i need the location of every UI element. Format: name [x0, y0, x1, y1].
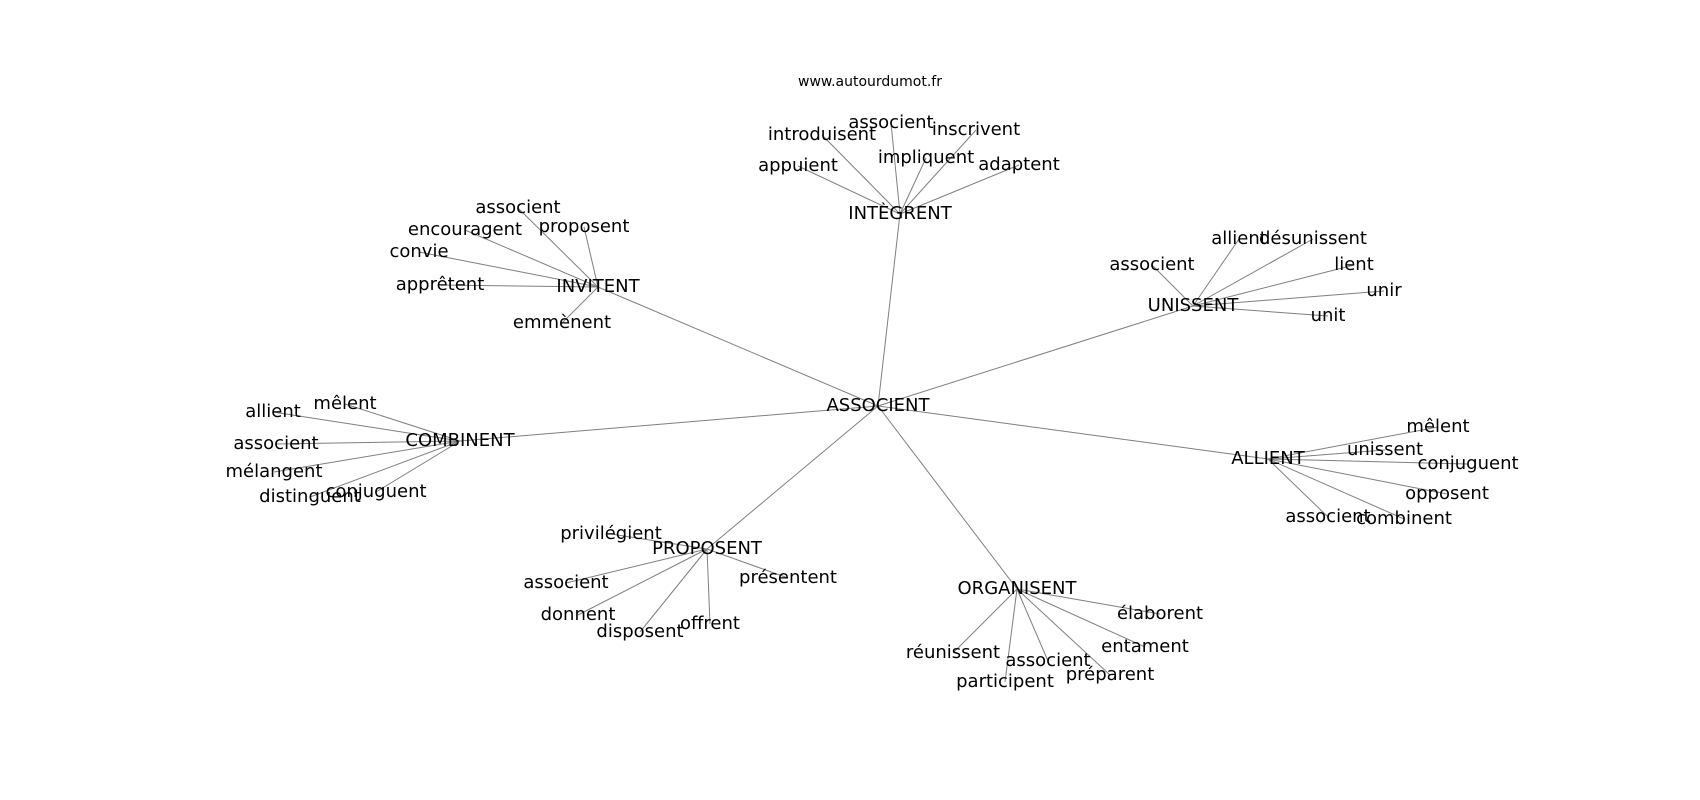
graph-edge	[707, 406, 878, 549]
leaf-node: désunissent	[1259, 228, 1367, 249]
leaf-node: emmènent	[512, 312, 612, 333]
leaf-node: unissent	[1346, 439, 1424, 460]
site-url-label: www.autourdumot.fr	[798, 74, 942, 90]
leaf-node: combinent	[1356, 508, 1452, 529]
leaf-node: associent	[475, 197, 561, 218]
leaf-node: associent	[233, 433, 319, 454]
leaf-node: mélangent	[225, 461, 323, 482]
leaf-node: allient	[245, 401, 301, 422]
leaf-node: unit	[1310, 305, 1346, 326]
leaf-node: adaptent	[978, 154, 1060, 175]
leaf-node: distinguent	[259, 486, 361, 507]
leaf-node: inscrivent	[931, 119, 1021, 140]
leaf-node: encouragent	[407, 219, 523, 240]
hub-node: ALLIENT	[1231, 448, 1305, 469]
center-node: ASSOCIENT	[826, 395, 930, 416]
leaf-node: appuient	[758, 155, 838, 176]
leaf-node: préparent	[1065, 664, 1155, 685]
leaf-node: conjuguent	[325, 481, 427, 502]
graph-edge	[460, 406, 878, 441]
graph-edge	[878, 214, 900, 406]
leaf-node: impliquent	[877, 147, 975, 168]
leaf-node: opposent	[1405, 483, 1489, 504]
leaf-node: donnent	[540, 604, 616, 625]
graph-edge	[878, 406, 1017, 589]
leaf-node: associent	[1109, 254, 1195, 275]
graph-edge	[878, 406, 1268, 459]
leaf-node: disposent	[596, 621, 684, 642]
leaf-node: convie	[389, 241, 449, 262]
graph-edge	[598, 287, 878, 406]
hub-node: UNISSENT	[1147, 295, 1239, 316]
leaf-node: allient	[1211, 228, 1267, 249]
hub-node: ORGANISENT	[957, 578, 1077, 599]
graph-edge	[878, 306, 1193, 406]
hub-node: INVITENT	[556, 276, 640, 297]
leaf-node: associent	[1005, 650, 1091, 671]
leaf-node: introduisent	[767, 124, 877, 145]
leaf-node: conjuguent	[1417, 453, 1519, 474]
leaf-node: entament	[1101, 636, 1189, 657]
leaf-node: offrent	[680, 613, 740, 634]
leaf-node: mêlent	[1406, 416, 1470, 437]
leaf-node: élaborent	[1116, 603, 1204, 624]
leaf-node: proposent	[538, 216, 630, 237]
leaf-node: lient	[1334, 254, 1374, 275]
leaf-node: mêlent	[313, 393, 377, 414]
hub-node: INTÈGRENT	[848, 203, 952, 224]
leaf-node: réunissent	[905, 642, 1001, 663]
leaf-node: participent	[956, 671, 1054, 692]
leaf-node: apprêtent	[395, 274, 485, 295]
graph-edge	[891, 123, 900, 214]
hub-node: COMBINENT	[405, 430, 515, 451]
leaf-node: privilégient	[560, 523, 662, 544]
leaf-node: associent	[848, 112, 934, 133]
leaf-node: associent	[523, 572, 609, 593]
leaf-node: présentent	[739, 567, 837, 588]
leaf-node: unir	[1366, 280, 1402, 301]
hub-node: PROPOSENT	[652, 538, 762, 559]
leaf-node: associent	[1285, 506, 1371, 527]
graph-edge	[900, 130, 976, 214]
